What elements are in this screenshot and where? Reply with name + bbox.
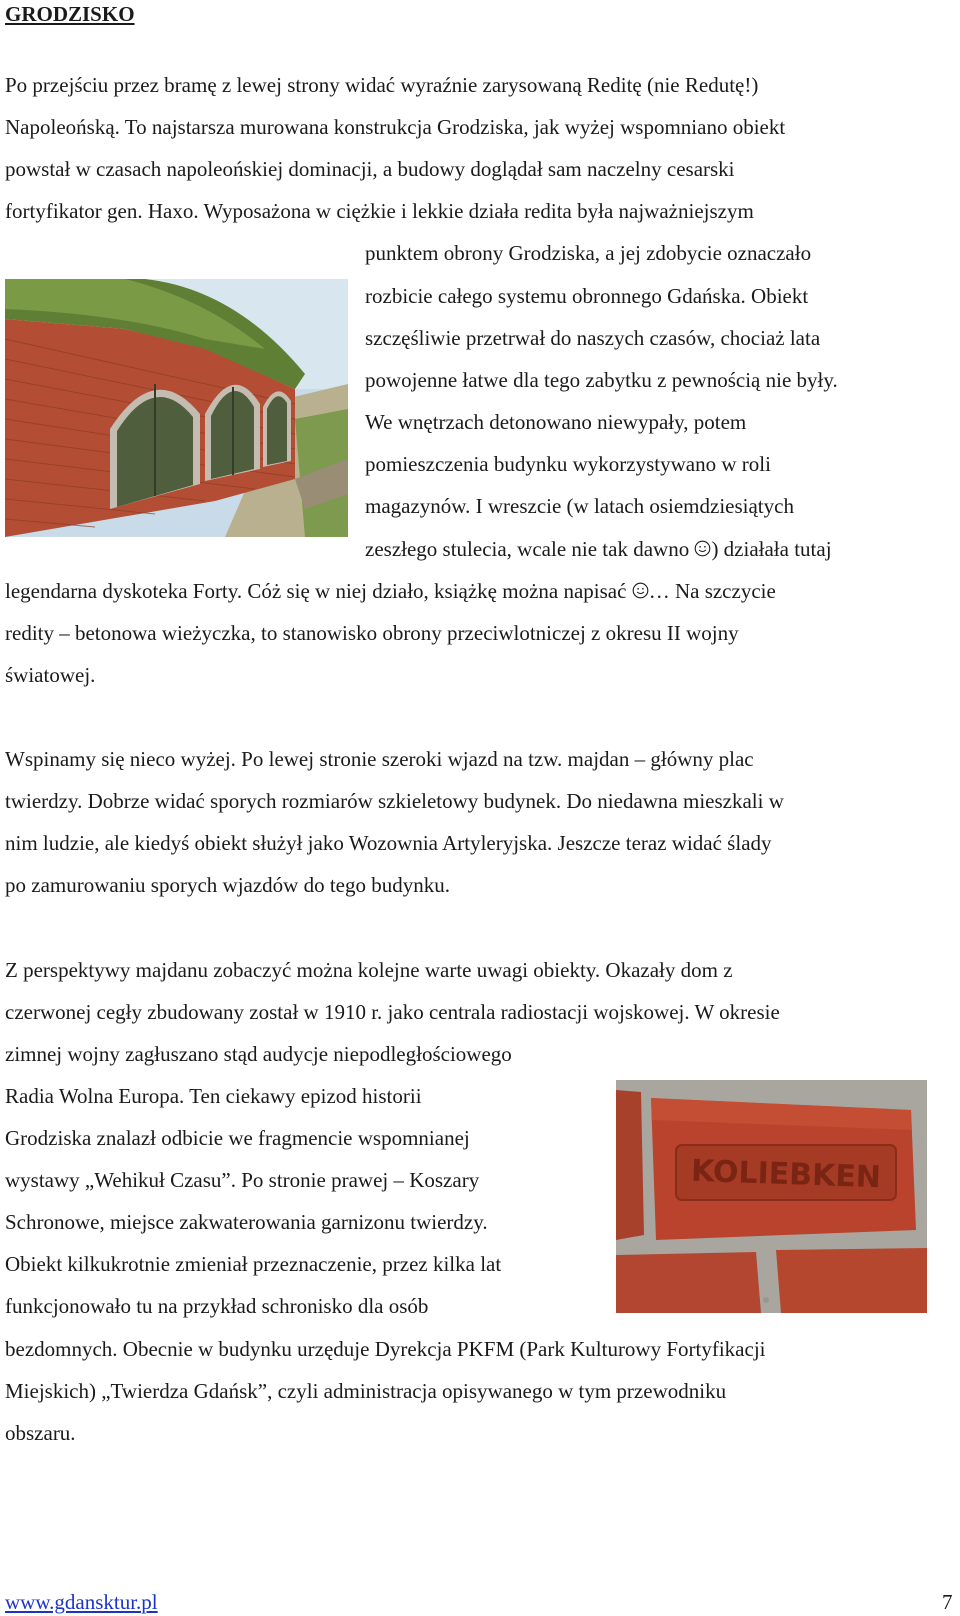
paragraph1-line: światowej. [5, 663, 96, 687]
paragraph3-line: Grodziska znalazł odbicie we fragmencie wspomnianej [5, 1126, 470, 1150]
paragraph2-line: twierdzy. Dobrze widać sporych rozmiarów szkieletowy budynek. Do niedawna mieszkali w [5, 789, 784, 813]
page-number: 7 [942, 1590, 953, 1614]
paragraph1-line: pomieszczenia budynku wykorzystywano w roli [365, 452, 771, 476]
paragraph1-line: powstał w czasach napoleońskiej dominacji, a budowy doglądał sam naczelny cesarski [5, 157, 735, 181]
paragraph1-line: fortyfikator gen. Haxo. Wyposażona w ciężkie i lekkie działa redita była najważniejszym [5, 199, 754, 223]
paragraph3-line: Miejskich) „Twierdza Gdańsk”, czyli administracja opisywanego w tym przewodniku [5, 1379, 727, 1403]
paragraph3-line: Radia Wolna Europa. Ten ciekawy epizod historii [5, 1084, 422, 1108]
paragraph3-line: obszaru. [5, 1421, 76, 1445]
text-span: zeszłego stulecia, wcale nie tak dawno [365, 537, 695, 561]
paragraph1-line: rozbicie całego systemu obronnego Gdańska. Obiekt [365, 284, 809, 308]
paragraph1-line [5, 579, 776, 603]
paragraph3-line: wystawy „Wehikuł Czasu”. Po stronie prawej – Koszary [5, 1168, 480, 1192]
footer-website-link[interactable]: www.gdansktur.pl [5, 1590, 158, 1614]
page-title: GRODZISKO [5, 2, 135, 26]
paragraph3-line: bezdomnych. Obecnie w budynku urzęduje Dyrekcja PKFM (Park Kulturowy Fortyfikacji [5, 1337, 766, 1361]
paragraph3-line: funkcjonowało tu na przykład schronisko dla osób [5, 1294, 429, 1318]
paragraph3-line: Obiekt kilkukrotnie zmieniał przeznaczenie, przez kilka lat [5, 1252, 502, 1276]
brick-photo [616, 1080, 927, 1313]
paragraph3-line: czerwonej cegły zbudowany został w 1910 r. jako centrala radiostacji wojskowej. W okresie [5, 1000, 780, 1024]
paragraph1-line: powojenne łatwe dla tego zabytku z pewnością nie były. [365, 368, 838, 392]
paragraph3-line: zimnej wojny zagłuszano stąd audycje niepodległościowego [5, 1042, 512, 1066]
brick-stamp-text: KOLIEBKEN [690, 1153, 882, 1196]
paragraph2-line: nim ludzie, ale kiedyś obiekt służył jako Wozownia Artyleryjska. Jeszcze teraz widać ślady [5, 831, 772, 855]
paragraph3-line: Z perspektywy majdanu zobaczyć można kolejne warte uwagi obiekty. Okazały dom z [5, 958, 733, 982]
paragraph1-line: Po przejściu przez bramę z lewej strony widać wyraźnie zarysowaną Reditę (nie Redutę!) [5, 73, 759, 97]
paragraph1-line: We wnętrzach detonowano niewypały, potem [365, 410, 747, 434]
paragraph1-line: szczęśliwie przetrwał do naszych czasów, chociaż lata [365, 326, 821, 350]
paragraph1-line: punktem obrony Grodziska, a jej zdobycie oznaczało [365, 241, 812, 265]
paragraph1-line: redity – betonowa wieżyczka, to stanowisko obrony przeciwlotniczej z okresu II wojny [5, 621, 739, 645]
paragraph2-line: po zamurowaniu sporych wjazdów do tego budynku. [5, 873, 450, 897]
paragraph1-line: magazynów. I wreszcie (w latach osiemdziesiątych [365, 494, 794, 518]
paragraph1-line: Napoleońską. To najstarsza murowana konstrukcja Grodziska, jak wyżej wspomniano obiekt [5, 115, 786, 139]
text-span: … Na szczycie [648, 579, 776, 603]
paragraph1-line [365, 537, 832, 561]
paragraph2-line: Wspinamy się nieco wyżej. Po lewej stronie szeroki wjazd na tzw. majdan – główny plac [5, 747, 754, 771]
smiley-icon [632, 582, 649, 599]
text-span: ) działała tutaj [711, 537, 832, 561]
paragraph3-line: Schronowe, miejsce zakwaterowania garnizonu twierdzy. [5, 1210, 488, 1234]
smiley-icon [694, 540, 711, 557]
text-span: legendarna dyskoteka Forty. Cóż się w niej działo, książkę można napisać [5, 579, 632, 603]
redita-photo [5, 279, 348, 537]
